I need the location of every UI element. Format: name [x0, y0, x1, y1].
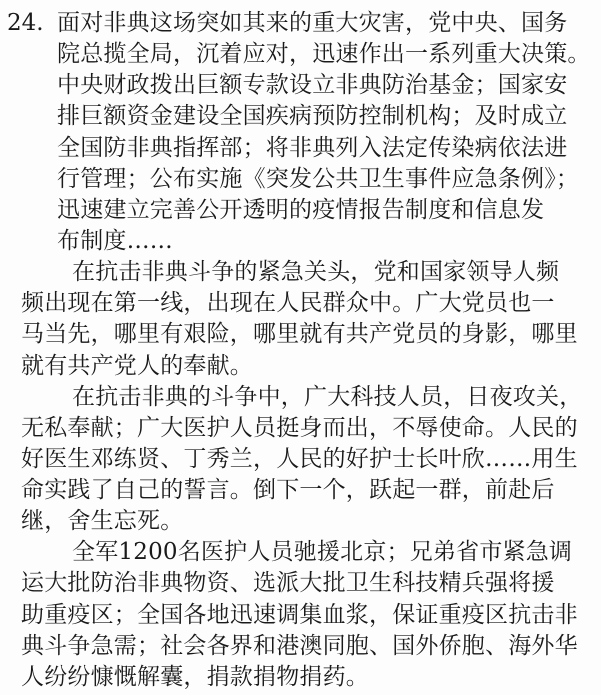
p3-line-1: 在抗击非典的斗争中，广大科技人员，日夜攻关， [72, 383, 583, 410]
question-number: 24. [7, 10, 44, 36]
p1-line-4: 排巨额资金建设全国疾病预防控制机构；及时成立 [57, 103, 568, 130]
p3-line-5: 继，舍生忘死。 [21, 508, 184, 535]
p4-line-4: 典斗争急需；社会各界和港澳同胞、国外侨胞、海外华 [21, 632, 578, 659]
p4-line-5: 人纷纷慷慨解囊，捐款捐物捐药。 [21, 663, 369, 690]
p4-line-2: 运大批防治非典物资、选派大批卫生科技精兵强将援 [21, 570, 555, 597]
p2-line-1: 在抗击非典斗争的紧急关头，党和国家领导人频 [72, 259, 560, 286]
p3-line-4: 命实践了自己的誓言。倒下一个，跃起一群，前赴后 [21, 477, 555, 504]
p2-line-2: 频出现在第一线，出现在人民群众中。广大党员也一 [21, 290, 555, 317]
p1-line-5: 全国防非典指挥部；将非典列入法定传染病依法进 [57, 134, 568, 161]
p3-line-2: 无私奉献；广大医护人员挺身而出，不辱使命。人民的 [21, 414, 578, 441]
p2-line-4: 就有共产党人的奉献。 [21, 352, 253, 379]
p4-line-3: 助重疫区；全国各地迅速调集血浆，保证重疫区抗击非 [21, 601, 578, 628]
p1-line-2: 院总揽全局，沉着应对，迅速作出一系列重大决策。 [57, 41, 591, 68]
p1-line-3: 中央财政拨出巨额专款设立非典防治基金；国家安 [57, 72, 568, 99]
p1-line-6: 行管理；公布实施《突发公共卫生事件应急条例》； [57, 165, 580, 192]
p2-line-3: 马当先，哪里有艰险，哪里就有共产党员的身影，哪里 [21, 321, 578, 348]
p4-line-1: 全军1200名医护人员驰援北京；兄弟省市紧急调 [72, 539, 573, 566]
p1-line-8: 布制度…… [57, 227, 173, 254]
p3-line-3: 好医生邓练贤、丁秀兰，人民的好护士长叶欣……用生 [21, 445, 578, 472]
p1-line-1: 面对非典这场突如其来的重大灾害，党中央、国务 [57, 10, 568, 36]
p1-line-7: 迅速建立完善公开透明的疫情报告制度和信息发 [57, 196, 545, 223]
